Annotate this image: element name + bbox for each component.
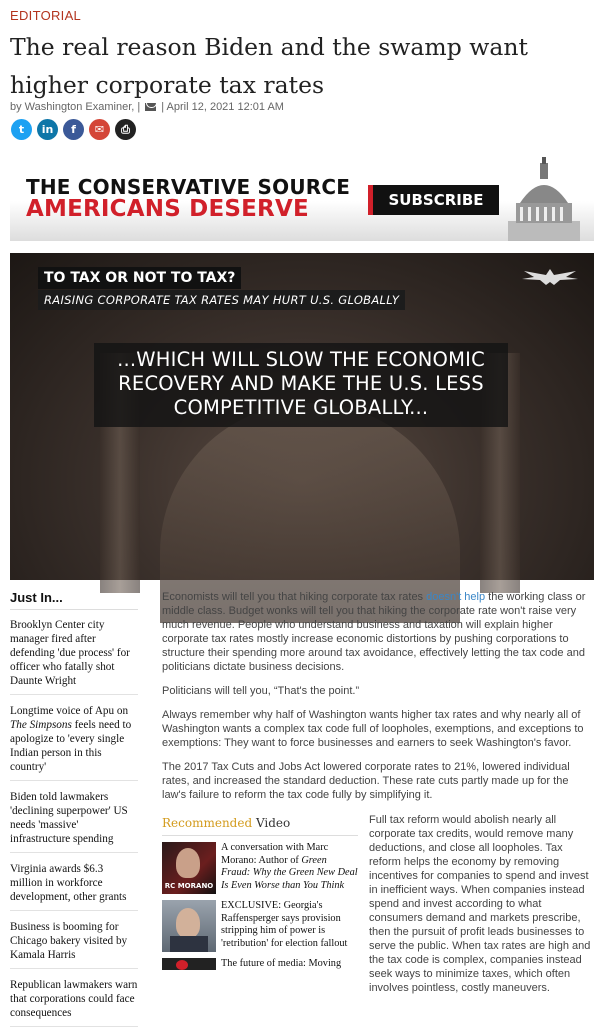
recommended-title[interactable] [221, 842, 358, 894]
linkedin-glyph: in [41, 123, 54, 136]
video-label: Video [252, 816, 291, 830]
just-in-item[interactable]: Business is booming for Chicago bakery visited by Kamala Harris [10, 916, 138, 969]
share-buttons [11, 119, 136, 140]
section-kicker[interactable]: EDITORIAL [10, 8, 82, 23]
just-in-sidebar [10, 590, 138, 1032]
recommended-card[interactable] [162, 958, 358, 971]
video-player[interactable] [10, 253, 594, 580]
email-glyph: ✉ [94, 123, 105, 136]
rec-title-italic: Green Fraud: Why the Green New Deal Is Even Worse than You Think [221, 854, 358, 891]
thumb-caption: RC MORANO [164, 882, 214, 890]
just-in-item[interactable]: Biden told lawmakers 'declining superpower' US needs 'massive' infrastructure spending [10, 786, 138, 853]
facebook-glyph: f [71, 123, 76, 136]
recommended-heading [162, 816, 358, 836]
article-headline: The real reason Biden and the swamp want higher corporate tax rates [10, 33, 528, 99]
just-in-title: Just In... [10, 590, 138, 610]
print-icon[interactable] [115, 119, 136, 140]
item-text: feels need to apologize to 'every single Indian person in this country' [10, 719, 132, 773]
thumb-dot [176, 960, 188, 970]
thumb-suit [170, 936, 208, 952]
byline-author[interactable]: by Washington Examiner, | [10, 101, 141, 113]
thumb-face [176, 848, 200, 878]
item-show-title: The Simpsons [10, 719, 72, 731]
article-paragraph: Always remember why half of Washington wants higher tax rates and why nearly all of Washington wants a complex tax code full of loopholes, exemptions, and exceptions to exemptions: They want to force businesses and earners to seek Washington's favor. [162, 709, 584, 749]
recommended-video-widget [162, 816, 358, 977]
twitter-glyph: t [18, 123, 25, 136]
byline-date: | April 12, 2021 12:01 AM [161, 101, 284, 113]
recommended-card[interactable] [162, 842, 358, 894]
video-thumbnail[interactable] [162, 958, 216, 970]
video-subtitle-tag: RAISING CORPORATE TAX RATES MAY HURT U.S. GLOBALLY [38, 290, 405, 310]
video-caption [94, 343, 508, 427]
caption-line: ...WHICH WILL SLOW THE ECONOMIC [117, 348, 485, 371]
article-paragraph [162, 590, 586, 674]
just-in-item[interactable]: Virginia awards $6.3 million in workforce development, other grants [10, 858, 138, 911]
just-in-item[interactable]: Republican lawmakers warn that corporations could face consequences [10, 974, 138, 1027]
item-text: Longtime voice of Apu on [10, 705, 129, 717]
print-glyph: ⎙ [121, 122, 130, 136]
just-in-item[interactable] [10, 700, 138, 781]
email-icon[interactable] [89, 119, 110, 140]
thumb-face [176, 908, 200, 938]
video-thumbnail[interactable] [162, 900, 216, 952]
eagle-logo-icon [520, 265, 580, 287]
video-title-tag: TO TAX OR NOT TO TAX? [38, 267, 241, 289]
banner-line-1: THE CONSERVATIVE SOURCE [26, 175, 351, 199]
p1-text: the working class or middle class. Budget wonks will tell you that hiking the corporate rate won't raise very much revenue. People who understand business and taxation will explain higher corporate tax rates mostly increase economic distortions by pushing corporations to structure their spending more around tax avoidance, effectively letting the tax code and politicians dictate business decisions. [162, 591, 586, 673]
recommended-title[interactable]: EXCLUSIVE: Georgia's Raffensperger says provision stripping him of power is 'retribution' for election fallout [221, 900, 348, 949]
capitol-dome-icon [504, 157, 584, 241]
recommended-title[interactable]: The future of media: Moving [221, 958, 342, 969]
caption-line: RECOVERY AND MAKE THE U.S. LESS [118, 372, 484, 395]
caption-line: COMPETITIVE GLOBALLY... [173, 396, 429, 419]
article-paragraph: Politicians will tell you, “That's the point.” [162, 685, 360, 697]
twitter-icon[interactable] [11, 119, 32, 140]
article-body [162, 590, 586, 812]
p1-text: Economists will tell you that hiking corporate tax rates [162, 591, 427, 603]
subscribe-banner-ad[interactable] [10, 155, 594, 241]
article-paragraph: Full tax reform would abolish nearly all corporate tax credits, would remove many deductions, and close all loopholes. Tax reform helps the economy by removing incentives for companies to spend and invest in inefficient ways. When companies instead spend and invest according to what consumers demand and markets prescribe, then the pursuit of profit leads businesses to serve the public. When tax rates are high and the tax code is complex, companies instead seek ways to minimize taxes, which often involves pointless, costly maneuvers. [369, 814, 591, 994]
recommended-card[interactable] [162, 900, 358, 952]
byline [10, 101, 284, 113]
just-in-item[interactable]: Brooklyn Center city manager fired after defending 'due process' for officer who fatally shot Daunte Wright [10, 614, 138, 695]
banner-line-2: AMERICANS DESERVE [26, 196, 309, 222]
rec-title-text: A conversation with Marc Morano: Author of [221, 842, 329, 866]
subscribe-button[interactable]: SUBSCRIBE [368, 185, 499, 215]
video-thumbnail[interactable] [162, 842, 216, 894]
linkedin-icon[interactable] [37, 119, 58, 140]
article-paragraph: The 2017 Tax Cuts and Jobs Act lowered corporate rates to 21%, lowered individual rates, and increased the standard deduction. These rate cuts partly made up for the law's failure to reform the tax code fully by simplifying it. [162, 761, 570, 801]
facebook-icon[interactable] [63, 119, 84, 140]
doesnt-help-link[interactable]: doesn't help [426, 591, 486, 603]
recommended-label: Recommended [162, 816, 253, 830]
mail-icon[interactable] [145, 103, 156, 111]
